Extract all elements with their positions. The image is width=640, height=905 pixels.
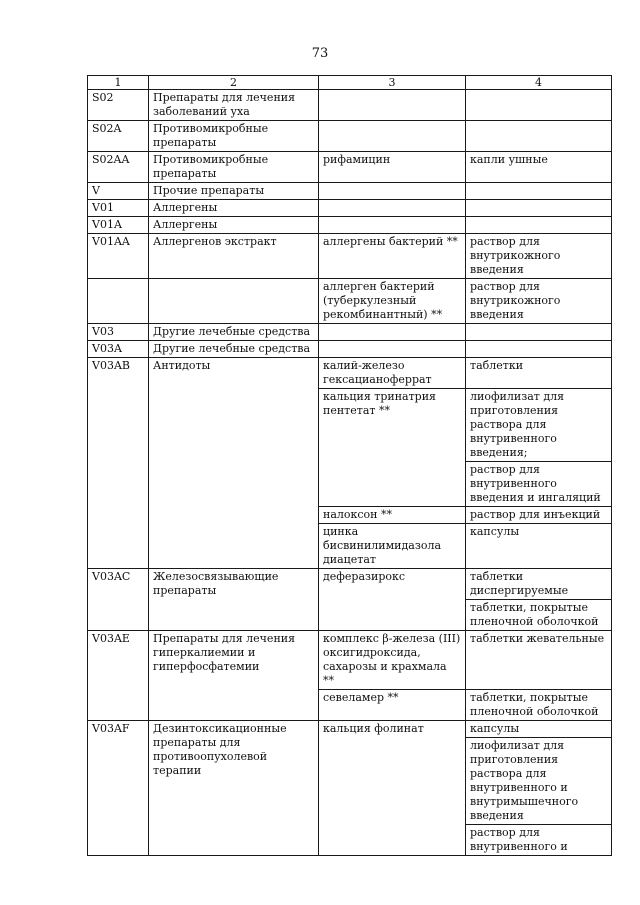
atc-code: V01A — [88, 217, 149, 234]
table-row — [88, 183, 612, 200]
medication-table — [87, 75, 612, 856]
atc-group: Другие лечебные средства — [149, 341, 319, 358]
dosage-form — [466, 324, 612, 341]
dosage-form — [466, 90, 612, 121]
dosage-form — [466, 341, 612, 358]
atc-code: S02 — [88, 90, 149, 121]
dosage-form: раствор для внутривенного и — [466, 825, 612, 856]
drug-name — [319, 200, 466, 217]
table-row — [88, 569, 612, 600]
atc-code: V03AF — [88, 721, 149, 856]
drug-name: комплекс β-железа (III) оксигидроксида, сахарозы и крахмала ** — [319, 631, 466, 690]
drug-name: аллерген бактерий (туберкулезный рекомбинантный) ** — [319, 279, 466, 324]
table-row — [88, 631, 612, 690]
dosage-form: раствор для инъекций — [466, 507, 612, 524]
page-number: 73 — [311, 46, 329, 61]
table-row — [88, 121, 612, 152]
atc-group: Прочие препараты — [149, 183, 319, 200]
atc-code: V03AB — [88, 358, 149, 569]
dosage-form — [466, 200, 612, 217]
table-row — [88, 234, 612, 279]
drug-name — [319, 324, 466, 341]
table-row — [88, 279, 612, 324]
dosage-form: раствор для внутрикожного введения — [466, 279, 612, 324]
table-row — [88, 90, 612, 121]
atc-group: Препараты для лечения гиперкалиемии и гиперфосфатемии — [149, 631, 319, 721]
dosage-form: таблетки диспергируемые — [466, 569, 612, 600]
dosage-form: таблетки, покрытые пленочной оболочкой — [466, 690, 612, 721]
dosage-form: раствор для внутривенного введения и ингаляций — [466, 462, 612, 507]
atc-code: V03AE — [88, 631, 149, 721]
dosage-form: лиофилизат для приготовления раствора для внутривенного введения; — [466, 389, 612, 462]
dosage-form: капсулы — [466, 524, 612, 569]
drug-name — [319, 90, 466, 121]
drug-name — [319, 341, 466, 358]
atc-code — [88, 279, 149, 324]
atc-group — [149, 279, 319, 324]
drug-name: аллергены бактерий ** — [319, 234, 466, 279]
header-col-1: 1 — [88, 76, 149, 90]
drug-name — [319, 217, 466, 234]
atc-group: Препараты для лечения заболеваний уха — [149, 90, 319, 121]
dosage-form: капсулы — [466, 721, 612, 738]
dosage-form: таблетки жевательные — [466, 631, 612, 690]
atc-group: Аллергенов экстракт — [149, 234, 319, 279]
drug-name: калий-железо гексацианоферрат — [319, 358, 466, 389]
atc-code: V03AC — [88, 569, 149, 631]
dosage-form: капли ушные — [466, 152, 612, 183]
atc-code: V03 — [88, 324, 149, 341]
table-row — [88, 324, 612, 341]
header-col-4: 4 — [466, 76, 612, 90]
drug-name: рифамицин — [319, 152, 466, 183]
atc-group: Дезинтоксикационные препараты для противоопухолевой терапии — [149, 721, 319, 856]
dosage-form — [466, 121, 612, 152]
drug-name: кальция фолинат — [319, 721, 466, 856]
atc-group: Аллергены — [149, 200, 319, 217]
drug-name: цинка бисвинилимидазола диацетат — [319, 524, 466, 569]
header-col-2: 2 — [149, 76, 319, 90]
atc-code: S02A — [88, 121, 149, 152]
atc-group: Другие лечебные средства — [149, 324, 319, 341]
table-row — [88, 358, 612, 389]
dosage-form: таблетки, покрытые пленочной оболочкой — [466, 600, 612, 631]
atc-group: Противомикробные препараты — [149, 121, 319, 152]
atc-code: V — [88, 183, 149, 200]
drug-name — [319, 121, 466, 152]
dosage-form — [466, 217, 612, 234]
dosage-form: раствор для внутрикожного введения — [466, 234, 612, 279]
dosage-form: таблетки — [466, 358, 612, 389]
header-col-3: 3 — [319, 76, 466, 90]
atc-code: S02AA — [88, 152, 149, 183]
atc-group: Аллергены — [149, 217, 319, 234]
table-row — [88, 341, 612, 358]
atc-code: V01 — [88, 200, 149, 217]
table-row — [88, 217, 612, 234]
drug-name: кальция тринатрия пентетат ** — [319, 389, 466, 507]
atc-group: Антидоты — [149, 358, 319, 569]
drug-name: налоксон ** — [319, 507, 466, 524]
atc-code: V03A — [88, 341, 149, 358]
drug-name: деферазирокс — [319, 569, 466, 631]
drug-name: севеламер ** — [319, 690, 466, 721]
dosage-form: лиофилизат для приготовления раствора для внутривенного и внутримышечного введения — [466, 738, 612, 825]
table-row — [88, 200, 612, 217]
table-row — [88, 721, 612, 738]
atc-group: Железосвязывающие препараты — [149, 569, 319, 631]
dosage-form — [466, 183, 612, 200]
drug-name — [319, 183, 466, 200]
table-row — [88, 152, 612, 183]
atc-group: Противомикробные препараты — [149, 152, 319, 183]
table-header-row — [88, 76, 612, 90]
atc-code: V01AA — [88, 234, 149, 279]
